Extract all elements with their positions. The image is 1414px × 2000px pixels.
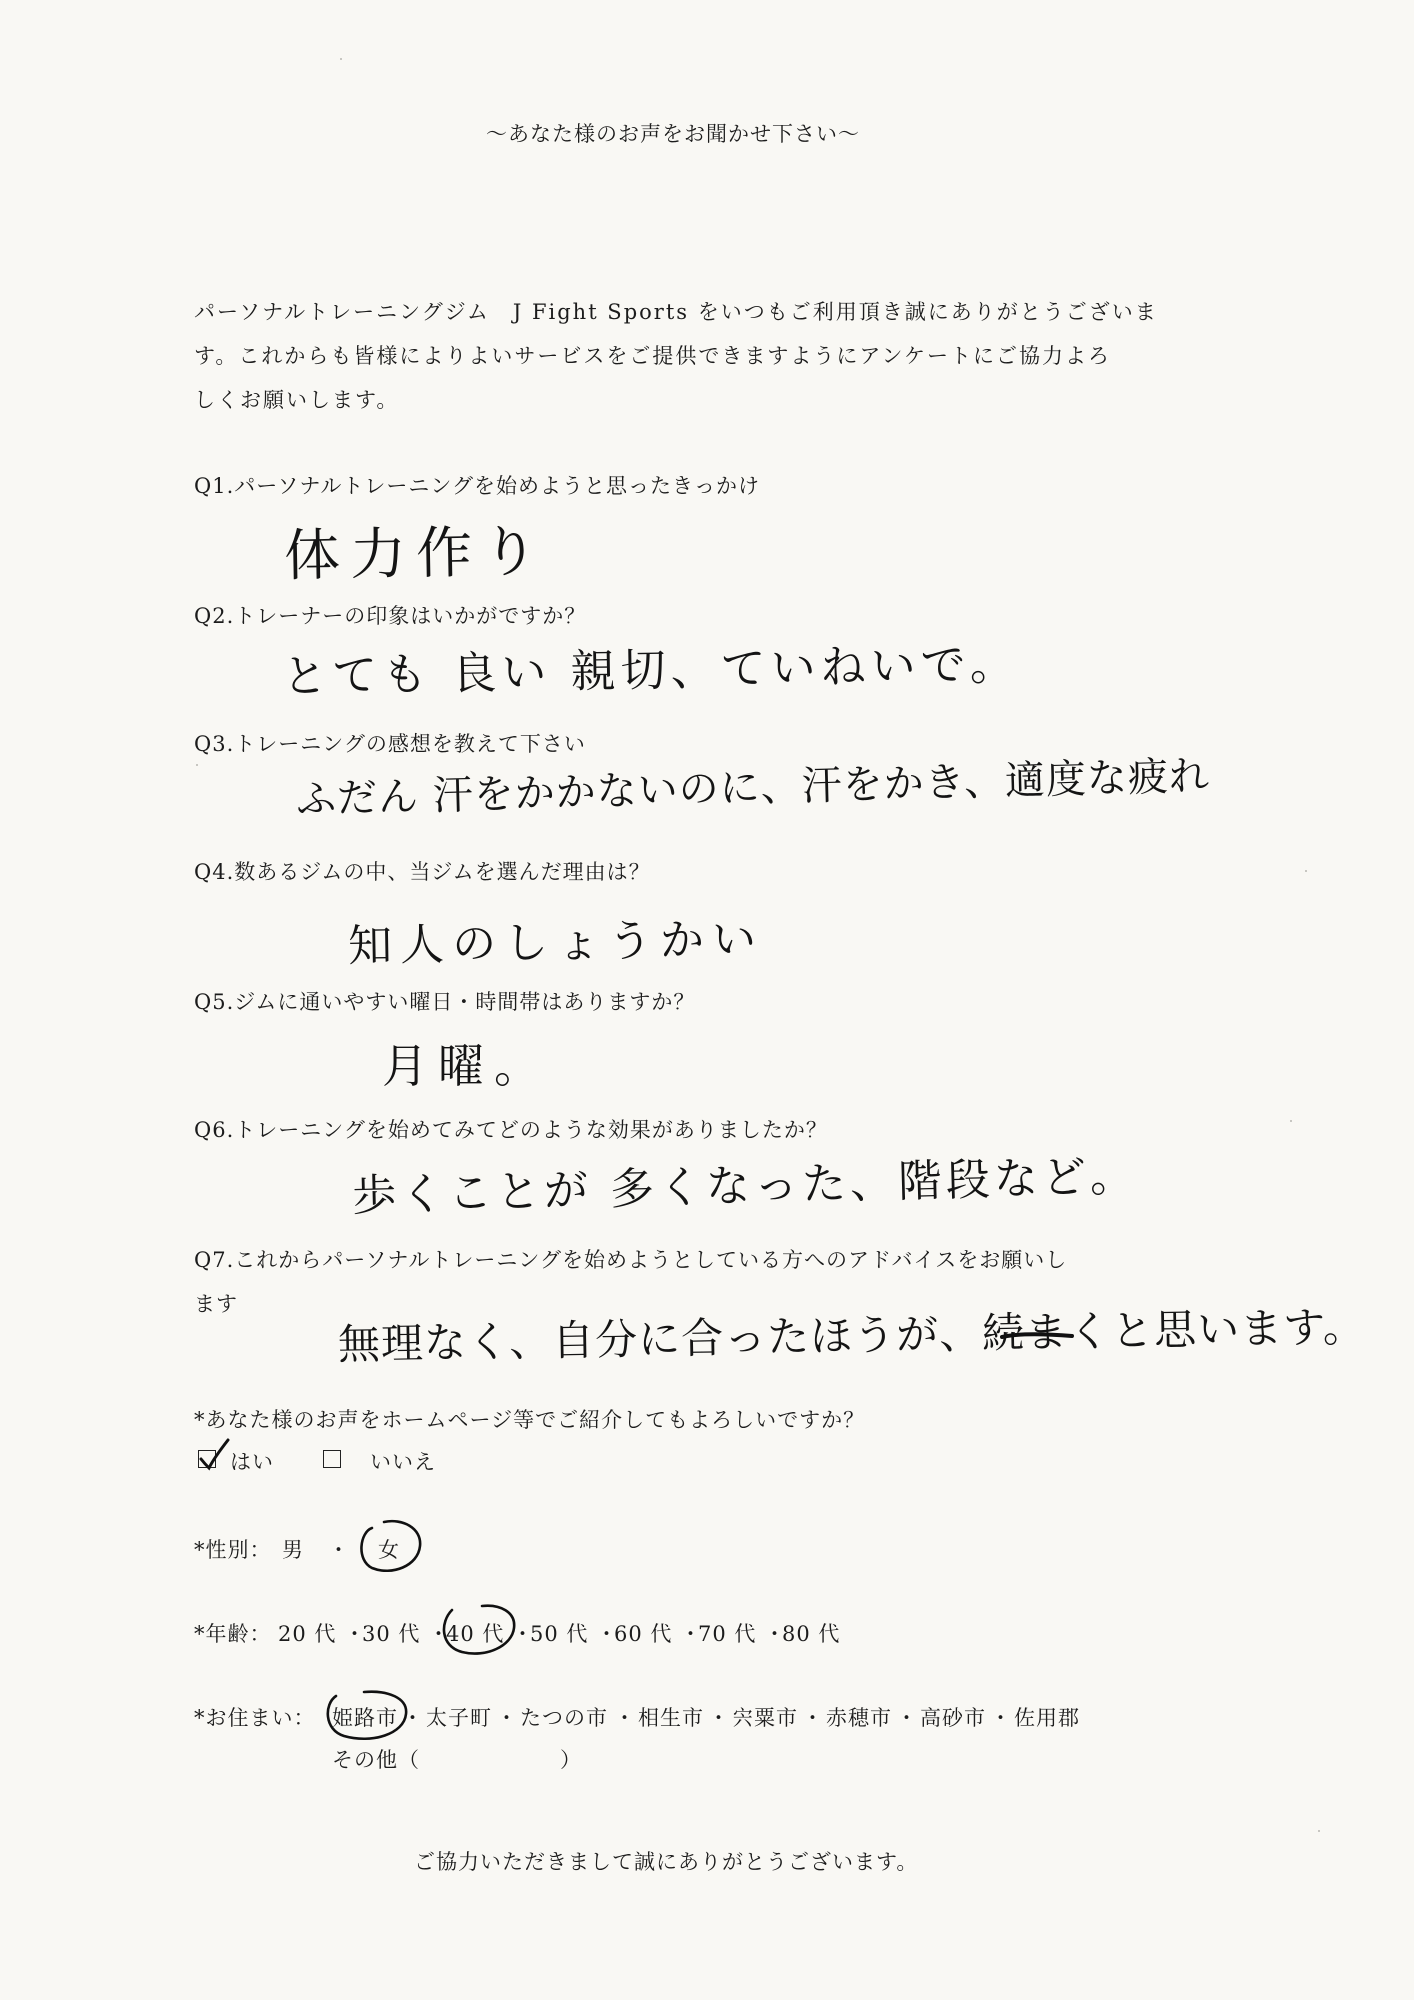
question-7-answer: 無理なく、自分に合ったほうが、続まくと思います。: [337, 1302, 1367, 1369]
paper-speck: [1305, 870, 1307, 872]
intro-line-3: しくお願いします。: [194, 388, 400, 412]
gender-separator: ・: [328, 1538, 350, 1562]
residence-separator: ・: [896, 1706, 918, 1730]
age-option[interactable]: 50 代: [530, 1622, 589, 1646]
residence-separator: ・: [802, 1706, 824, 1730]
paper-speck: [1318, 1830, 1320, 1832]
consent-question: *あなた様のお声をホームページ等でご紹介してもよろしいですか？: [194, 1408, 866, 1432]
age-separator: ・: [764, 1622, 786, 1646]
residence-label: *お住まい：: [194, 1706, 316, 1730]
residence-option[interactable]: 高砂市: [920, 1706, 986, 1730]
age-option[interactable]: 30 代: [362, 1622, 421, 1646]
age-option[interactable]: 70 代: [698, 1622, 757, 1646]
question-1-answer: 体力作り: [283, 519, 549, 589]
residence-separator: ・: [708, 1706, 730, 1730]
consent-no-label: いいえ: [370, 1450, 436, 1474]
question-5-label: Q5.ジムに通いやすい曜日・時間帯はありますか？: [194, 990, 696, 1014]
residence-option[interactable]: 姫路市: [332, 1706, 398, 1730]
question-7-label-line-2: ます: [194, 1292, 238, 1316]
age-option[interactable]: 40 代: [446, 1622, 505, 1646]
age-option[interactable]: 60 代: [614, 1622, 673, 1646]
intro-line-1: パーソナルトレーニングジム J Fight Sports をいつもご利用頂き誠にありがとうございま: [194, 300, 1158, 324]
consent-yes-label: はい: [230, 1450, 274, 1474]
residence-other-close: ）: [560, 1748, 582, 1772]
question-6-label: Q6.トレーニングを始めてみてどのような効果がありましたか？: [194, 1118, 828, 1142]
residence-option[interactable]: 赤穂市: [826, 1706, 892, 1730]
residence-option[interactable]: 宍粟市: [732, 1706, 798, 1730]
gender-option-female[interactable]: 女: [378, 1538, 400, 1562]
question-7-label-line-1: Q7.これからパーソナルトレーニングを始めようとしている方へのアドバイスをお願いし: [194, 1248, 1068, 1272]
residence-separator: ・: [990, 1706, 1012, 1730]
gender-label: *性別：: [194, 1538, 272, 1562]
consent-no-checkbox[interactable]: [323, 1450, 341, 1468]
age-separator: ・: [596, 1622, 618, 1646]
paper-speck: [196, 764, 198, 766]
age-separator: ・: [428, 1622, 450, 1646]
age-option[interactable]: 20 代: [278, 1622, 337, 1646]
question-6-answer: 歩くことが 多くなった、階段など。: [351, 1150, 1139, 1222]
age-option[interactable]: 80 代: [782, 1622, 841, 1646]
consent-yes-checkbox[interactable]: [198, 1450, 216, 1468]
residence-separator: ・: [496, 1706, 518, 1730]
question-4-label: Q4.数あるジムの中、当ジムを選んだ理由は？: [194, 860, 651, 884]
residence-separator: ・: [614, 1706, 636, 1730]
residence-separator: ・: [402, 1706, 424, 1730]
residence-option[interactable]: 太子町: [426, 1706, 492, 1730]
footer-thanks: ご協力いただきまして誠にありがとうございます。: [414, 1850, 919, 1874]
age-separator: ・: [680, 1622, 702, 1646]
intro-line-2: す。これからも皆様によりよいサービスをご提供できますようにアンケートにご協力よろ: [194, 344, 1112, 368]
question-1-label: Q1.パーソナルトレーニングを始めようと思ったきっかけ: [194, 474, 760, 498]
question-4-answer: 知人のしょうかい: [347, 913, 765, 972]
age-separator: ・: [512, 1622, 534, 1646]
question-3-answer: ふだん 汗をかかないのに、汗をかき、適度な疲れ: [295, 753, 1211, 823]
residence-other-label: その他（: [332, 1748, 420, 1772]
question-3-label: Q3.トレーニングの感想を教えて下さい: [194, 732, 586, 756]
question-5-answer: 月曜。: [382, 1039, 550, 1093]
residence-option[interactable]: 佐用郡: [1014, 1706, 1080, 1730]
survey-title: 〜あなた様のお声をお聞かせ下さい〜: [486, 122, 860, 146]
paper-speck: [340, 58, 342, 60]
age-label: *年齢：: [194, 1622, 272, 1646]
gender-option-male[interactable]: 男: [282, 1538, 304, 1562]
residence-option[interactable]: たつの市: [520, 1706, 608, 1730]
question-2-label: Q2.トレーナーの印象はいかがですか？: [194, 604, 587, 628]
question-2-answer: とても 良い 親切、ていねいで。: [281, 637, 1021, 703]
residence-option[interactable]: 相生市: [638, 1706, 704, 1730]
age-separator: ・: [344, 1622, 366, 1646]
paper-speck: [1290, 1120, 1292, 1122]
